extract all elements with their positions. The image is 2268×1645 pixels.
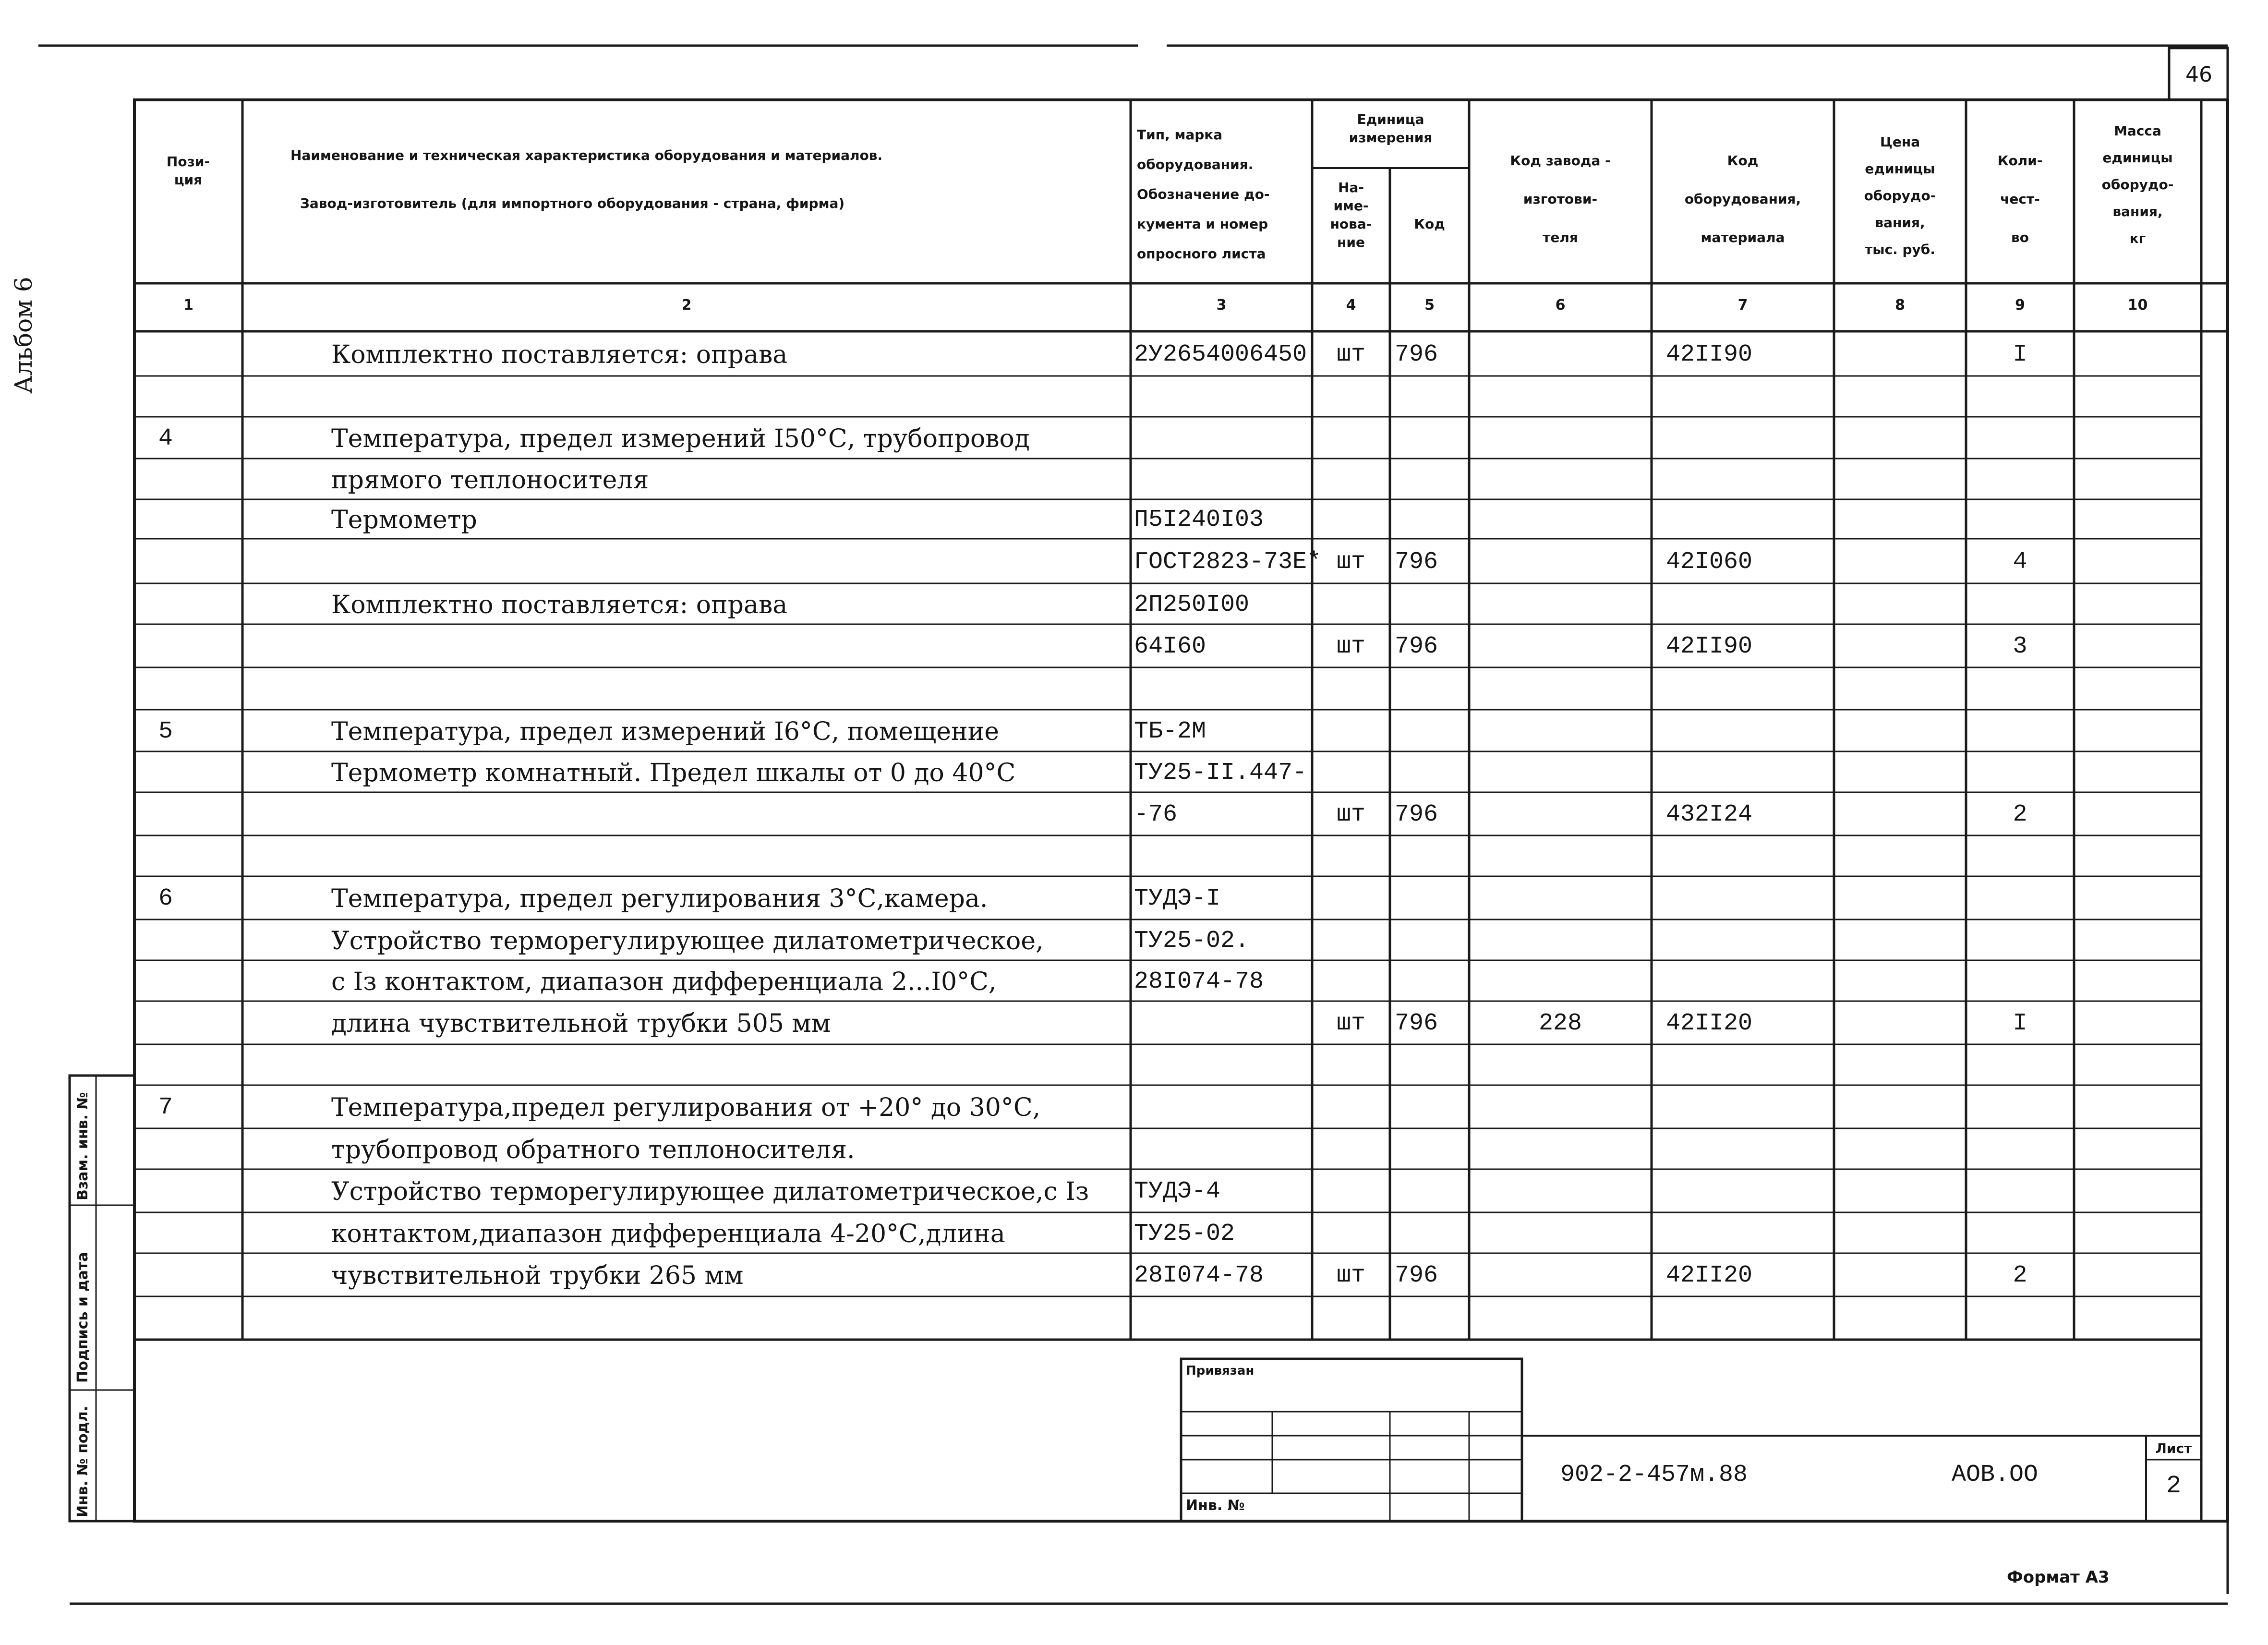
- cell-equip-code: 42II20: [1666, 1262, 1753, 1289]
- cell-unit: шт: [1336, 1262, 1365, 1289]
- cell-qty: 2: [2013, 801, 2027, 828]
- format-label: Формат А3: [2007, 1568, 2110, 1587]
- cell-equip-code: 42II90: [1666, 633, 1753, 660]
- cell-unit: шт: [1336, 341, 1365, 368]
- column-number: 6: [1555, 297, 1566, 314]
- header-mass: Масса единицы оборудо- вания, кг: [2101, 123, 2174, 246]
- cell-position: 6: [158, 885, 173, 912]
- cell-unit: шт: [1336, 801, 1365, 828]
- header-type: Тип, марка оборудования. Обозначение до- кумента и номер опросного листа: [1137, 127, 1270, 262]
- cell-name: трубопровод обратного теплоносителя.: [331, 1136, 855, 1164]
- cell-unit: шт: [1336, 548, 1365, 576]
- cell-type: 2П250I00: [1134, 591, 1250, 618]
- column-number: 8: [1895, 297, 1905, 314]
- cell-name: длина чувствительной трубки 505 мм: [331, 1009, 831, 1038]
- cell-type: ТБ-2М: [1134, 718, 1206, 745]
- margin-label-sign-date: Подпись и дата: [74, 1252, 91, 1383]
- cell-qty: 2: [2013, 1262, 2027, 1289]
- cell-equip-code: 42I060: [1666, 548, 1753, 576]
- cell-type: ТУ25-02: [1134, 1220, 1235, 1247]
- cell-name: Термометр: [331, 506, 477, 534]
- column-number: 4: [1346, 297, 1356, 314]
- column-number: 3: [1216, 297, 1227, 314]
- stamp-linked-label: Привязан: [1186, 1364, 1255, 1378]
- header-name-line1: Наименование и техническая характеристика оборудования и материалов.: [290, 147, 883, 163]
- column-number: 1: [183, 297, 193, 314]
- column-number: 2: [681, 297, 692, 314]
- cell-name: Температура, предел регулирования 3°С,камера.: [331, 884, 988, 913]
- cell-name: с Iз контактом, диапазон дифференциала 2...I0°С,: [331, 968, 997, 996]
- cell-name: Термометр комнатный. Предел шкалы от 0 до 40°С: [331, 759, 1016, 787]
- cell-qty: 4: [2013, 548, 2027, 576]
- cell-type: ГОСТ2823-73Е*: [1134, 548, 1322, 576]
- header-name-line2: Завод-изготовитель (для импортного оборудования - страна, фирма): [300, 195, 845, 211]
- cell-type: 64I60: [1134, 633, 1206, 660]
- cell-unit-code: 796: [1395, 801, 1438, 828]
- header-plant-code: Код завода - изготови- теля: [1510, 153, 1611, 245]
- cell-equip-code: 432I24: [1666, 801, 1753, 828]
- cell-unit: шт: [1336, 633, 1365, 660]
- cell-name: Комплектно поставляется: оправа: [331, 340, 788, 369]
- cell-position: 7: [158, 1094, 173, 1121]
- cell-qty: 3: [2013, 633, 2027, 660]
- column-number: 10: [2127, 297, 2148, 314]
- cell-equip-code: 42II20: [1666, 1010, 1753, 1037]
- cell-unit-code: 796: [1395, 341, 1438, 368]
- cell-type: П5I240I03: [1134, 506, 1264, 533]
- cell-name: чувствительной трубки 265 мм: [331, 1261, 744, 1290]
- stamp-inv-label: Инв. №: [1186, 1497, 1245, 1514]
- column-number: 7: [1737, 297, 1748, 314]
- column-number: 5: [1424, 297, 1435, 314]
- header-price: Цена единицы оборудо- вания, тыс. руб.: [1864, 134, 1936, 257]
- cell-qty: I: [2013, 1010, 2027, 1037]
- cell-position: 5: [158, 718, 173, 745]
- cell-type: 28I074-78: [1134, 1262, 1264, 1289]
- cell-unit-code: 796: [1395, 1010, 1438, 1037]
- cell-plant-code: 228: [1538, 1010, 1582, 1037]
- cell-type: -76: [1134, 801, 1178, 828]
- cell-qty: I: [2013, 341, 2027, 368]
- cell-position: 4: [158, 425, 173, 452]
- cell-type: 2У2654006450: [1134, 341, 1307, 368]
- cell-unit: шт: [1336, 1010, 1365, 1037]
- cell-type: ТУДЭ-I: [1134, 885, 1221, 912]
- cell-type: ТУ25-II.447-: [1134, 759, 1307, 786]
- header-position: Пози- ция: [166, 154, 210, 188]
- cell-name: Температура, предел измерений I50°С, трубопровод: [331, 424, 1030, 453]
- cell-name: Устройство терморегулирующее дилатометрическое,: [331, 927, 1044, 956]
- header-unit-code: Код: [1414, 216, 1445, 232]
- header-unit-name: На- име- нова- ние: [1330, 180, 1372, 250]
- header-unit: Единица измерения: [1349, 111, 1433, 145]
- margin-label-inv-orig: Инв. № подл.: [74, 1405, 91, 1517]
- sheet-value: 2: [2166, 1472, 2182, 1500]
- header-equip-code: Код оборудования, материала: [1684, 153, 1801, 245]
- cell-name: Комплектно поставляется: оправа: [331, 591, 788, 619]
- cell-name: контактом,диапазон дифференциала 4-20°С,длина: [331, 1220, 1005, 1248]
- cell-name: прямого теплоносителя: [331, 466, 649, 495]
- cell-name: Устройство терморегулирующее дилатометрическое,с Iз: [331, 1177, 1089, 1206]
- cell-equip-code: 42II90: [1666, 341, 1753, 368]
- cell-type: 28I074-78: [1134, 968, 1264, 995]
- cell-unit-code: 796: [1395, 1262, 1438, 1289]
- cell-name: Температура, предел измерений I6°С, помещение: [331, 717, 1000, 746]
- doc-number: 902-2-457м.88: [1560, 1461, 1748, 1488]
- doc-code: АОВ.ОО: [1952, 1461, 2039, 1488]
- column-number: 9: [2015, 297, 2025, 314]
- cell-type: ТУДЭ-4: [1134, 1178, 1221, 1205]
- side-label: Альбом 6: [10, 277, 37, 394]
- sheet-label: Лист: [2155, 1440, 2192, 1456]
- header-qty: Коли- чест- во: [1997, 153, 2043, 245]
- cell-name: Температура,предел регулирования от +20° до 30°С,: [331, 1093, 1041, 1122]
- margin-label-replace-inv: Взам. инв. №: [74, 1092, 91, 1200]
- cell-type: ТУ25-02.: [1134, 927, 1250, 955]
- sheet-corner-number: 46: [2185, 62, 2212, 87]
- cell-unit-code: 796: [1395, 633, 1438, 660]
- cell-unit-code: 796: [1395, 548, 1438, 576]
